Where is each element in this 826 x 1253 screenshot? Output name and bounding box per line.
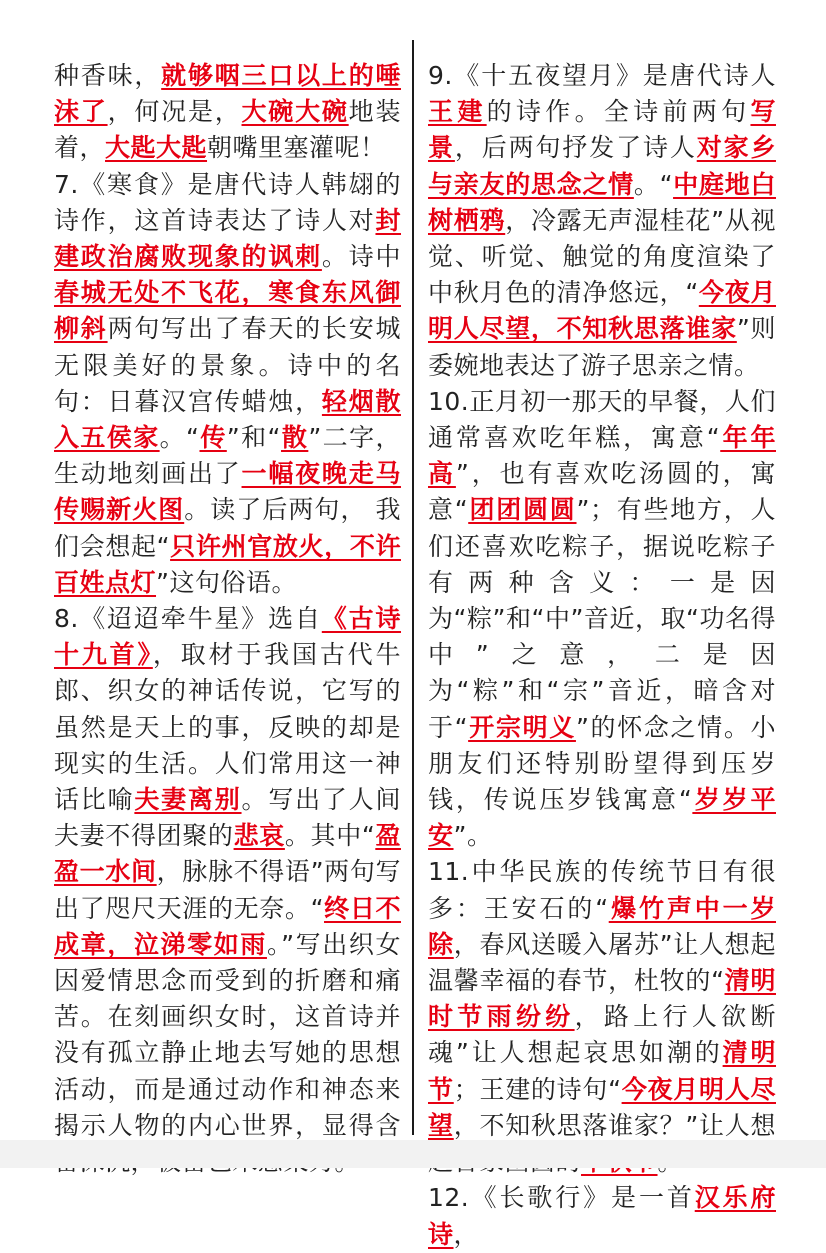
highlighted-answer: 夫妻离别: [134, 785, 242, 815]
highlighted-answer: 《古诗十九首》: [54, 604, 401, 670]
highlighted-answer: 团团圆圆: [468, 495, 577, 525]
paragraph: [54, 601, 401, 1180]
body-text: 8.《迢迢牵牛星》选自: [54, 604, 322, 634]
highlighted-answer: 散: [281, 423, 309, 453]
paragraph: [54, 167, 401, 601]
body-text: ”；有些地方，人们还喜欢吃粽子，据说吃粽子有两种含义：一是因为“粽”和“中”音近，取“功名得中”之意，二是因为“粽”和“宗”音近，暗含对于“: [428, 495, 777, 742]
body-text: 。”写出织女因爱情思念而受到的折磨和痛苦。在刻画织女时，这首诗并没有孤立静止地去写她的思想活动，而是通过动作和神态来揭示人物的内心世界，显得含: [54, 929, 401, 1140]
highlighted-answer: 轻烟散入五侯家: [54, 386, 401, 453]
body-text: 地装着，: [54, 97, 401, 163]
highlighted-answer: 汉乐府诗: [428, 1183, 776, 1249]
body-text: 种香味，: [54, 61, 162, 90]
body-text: ，春风送暖入屠苏”让人想起温馨幸福的春节，杜牧的“: [428, 929, 776, 996]
body-text: 。诗中: [321, 242, 401, 272]
body-text: ，不知秋思落谁家？”让人想: [453, 1110, 776, 1140]
highlighted-answer: 爆竹声中一岁除: [428, 893, 776, 959]
body-text: 7.《寒食》是唐代诗人韩翃的诗作，这首诗表达了诗人对: [54, 169, 401, 235]
body-text: ，冷露无声湿桂花”从视觉、听觉、触觉的角度渲染了中秋月色的清净悠远，“: [428, 205, 776, 308]
highlighted-answer: 春城无处不飞花，寒食东风御柳斜: [54, 278, 401, 344]
highlighted-answer: 写景: [428, 97, 776, 163]
paragraph: [54, 58, 401, 167]
highlighted-answer: 只许州官放火，不许百姓点灯: [54, 531, 401, 597]
body-text: ；王建的诗句“: [453, 1074, 622, 1104]
highlighted-answer: 开宗明义: [468, 712, 576, 742]
highlighted-answer: 就够咽三口以上的唾沫了: [54, 61, 401, 127]
body-text: ，: [453, 1219, 480, 1249]
body-text: 12.《长歌行》是一首: [428, 1183, 695, 1213]
highlighted-answer: 清明时节雨纷纷: [428, 966, 776, 1032]
highlighted-answer: 大碗大碗: [241, 97, 349, 127]
body-text: ”这句俗语。: [156, 567, 297, 597]
body-text: ”和“: [226, 423, 282, 453]
highlighted-answer: 终日不成章，泣涕零如雨: [54, 893, 401, 959]
body-text: ，取材于我国古代牛郎、织女的神话传说，它写的虽然是天上的事，反映的却是现实的生活。人们常用这一神话比喻: [54, 640, 401, 815]
body-text: ”，也有喜欢吃汤圆的，寓意“: [428, 459, 776, 525]
paragraph: [428, 854, 776, 1180]
body-text: 的诗作。全诗前两句: [486, 97, 751, 127]
body-text: 9.《十五夜望月》是唐代诗人: [428, 61, 776, 90]
highlighted-answer: 清明节: [428, 1038, 776, 1104]
highlighted-answer: 一幅夜晚走马传赐新火图: [54, 459, 401, 525]
highlighted-answer: 传: [199, 423, 227, 453]
page-bottom-band: [0, 1140, 826, 1168]
body-text: ，后两句抒发了诗人: [454, 133, 697, 163]
body-text: 。写出了人间夫妻不得团聚的: [54, 785, 401, 851]
column-divider: [412, 40, 414, 1135]
highlighted-answer: 年年高: [428, 423, 776, 489]
paragraph: [428, 384, 776, 855]
body-text: 。读了后两句， 我们会想起“: [54, 495, 401, 561]
highlighted-answer: 王建: [428, 97, 487, 127]
paragraph: [428, 58, 776, 384]
highlighted-answer: 对家乡与亲友的思念之情: [428, 133, 776, 199]
body-text: ，路上行人欲断魂”让人想起哀思如潮的: [428, 1002, 776, 1068]
body-text: 。“: [633, 169, 674, 199]
paragraph: [428, 1180, 776, 1252]
body-text: 11.中华民族的传统节日有很多：王安石的“: [428, 857, 776, 923]
highlighted-answer: 悲哀: [233, 821, 285, 851]
highlighted-answer: 岁岁平安: [428, 785, 776, 851]
highlighted-answer: 今夜月明人尽望，不知秋思落谁家: [428, 278, 776, 344]
body-text: 。其中“: [284, 821, 376, 851]
highlighted-answer: 中庭地白树栖鸦: [428, 169, 776, 235]
body-text: 朝嘴里塞灌呢！: [207, 133, 386, 163]
highlighted-answer: 今夜月明人尽望: [428, 1074, 776, 1140]
body-text: ”的怀念之情。小朋友们还特别盼望得到压岁钱，传说压岁钱寓意“: [428, 712, 777, 815]
left-column: [54, 58, 401, 1180]
highlighted-answer: 封建政治腐败现象的讽刺: [54, 205, 401, 272]
highlighted-answer: 盈盈一水间: [54, 821, 401, 887]
body-text: ”。: [453, 821, 493, 851]
body-text: ”则委婉地表达了游子思亲之情。: [428, 314, 776, 380]
body-text: ”二字，生动地刻画出了: [54, 423, 401, 489]
body-text: 10.正月初一那天的早餐，人们通常喜欢吃年糕，寓意“: [428, 386, 776, 453]
body-text: 。“: [159, 423, 200, 453]
right-column: [428, 58, 776, 1253]
highlighted-answer: 大匙大匙: [105, 133, 208, 163]
body-text: ，脉脉不得语”两句写出了咫尺天涯的无奈。“: [54, 857, 401, 923]
body-text: 两句写出了春天的长安城无限美好的景象。诗中的名句：日暮汉宫传蜡烛，: [54, 314, 401, 416]
body-text: ，何况是，: [107, 97, 242, 127]
